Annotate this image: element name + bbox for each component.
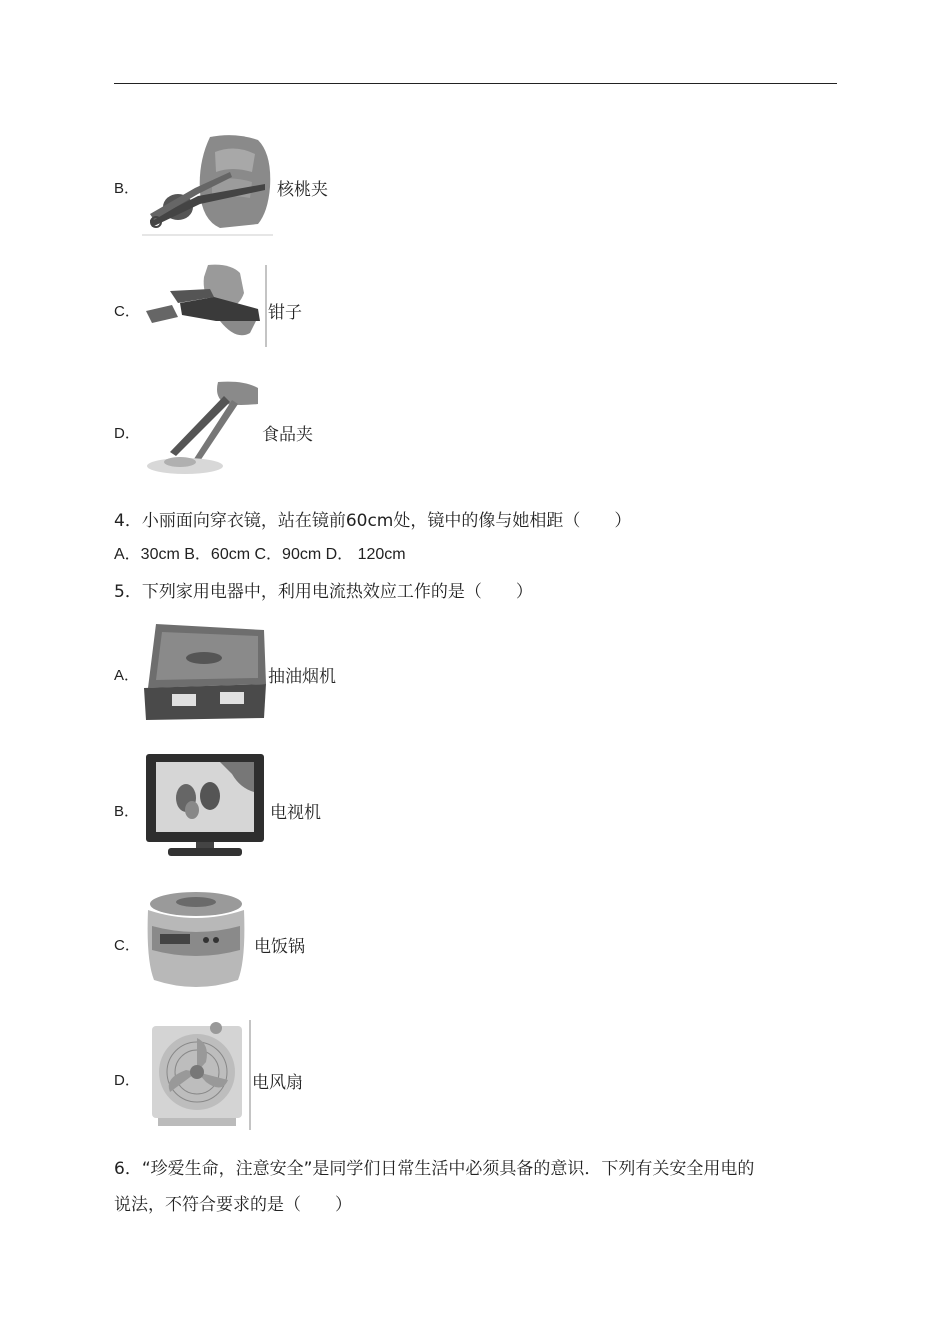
option-label-television: 电视机 bbox=[270, 803, 321, 823]
question-4-text: 4．小丽面向穿衣镜，站在镜前60cm处，镜中的像与她相距（ ） bbox=[114, 511, 632, 531]
food-tongs-image bbox=[140, 380, 260, 480]
option-label-range-hood: 抽油烟机 bbox=[268, 667, 336, 687]
question-6-text-line2: 说法，不符合要求的是（ ） bbox=[114, 1195, 352, 1215]
question-6-text-line1: 6．“珍爱生命，注意安全”是同学们日常生活中必须具备的意识．下列有关安全用电的 bbox=[114, 1159, 755, 1179]
nutcracker-image bbox=[140, 132, 275, 237]
option-label-food-tongs: 食品夹 bbox=[262, 425, 313, 445]
header-rule bbox=[114, 83, 837, 84]
option-label-rice-cooker: 电饭锅 bbox=[254, 937, 305, 957]
option-label-pliers: 钳子 bbox=[268, 303, 302, 323]
question-4-answers: A．30cm B．60cm C．90cm D． 120cm bbox=[114, 546, 406, 563]
question-5-text: 5．下列家用电器中，利用电流热效应工作的是（ ） bbox=[114, 582, 533, 602]
range-hood-image bbox=[140, 622, 268, 722]
option-label-electric-fan: 电风扇 bbox=[252, 1073, 303, 1093]
option-letter-d: D． bbox=[114, 425, 140, 442]
option-letter-b-tv: B． bbox=[114, 803, 140, 820]
option-label-nutcracker: 核桃夹 bbox=[277, 180, 328, 200]
electric-fan-image bbox=[140, 1018, 252, 1132]
option-letter-d-fan: D． bbox=[114, 1072, 140, 1089]
pliers-image bbox=[140, 263, 268, 348]
option-letter-a: A． bbox=[114, 667, 140, 684]
option-letter-c-cooker: C． bbox=[114, 937, 140, 954]
option-letter-b: B． bbox=[114, 180, 140, 197]
television-image bbox=[140, 752, 268, 860]
rice-cooker-image bbox=[140, 890, 252, 992]
option-letter-c: C． bbox=[114, 303, 140, 320]
